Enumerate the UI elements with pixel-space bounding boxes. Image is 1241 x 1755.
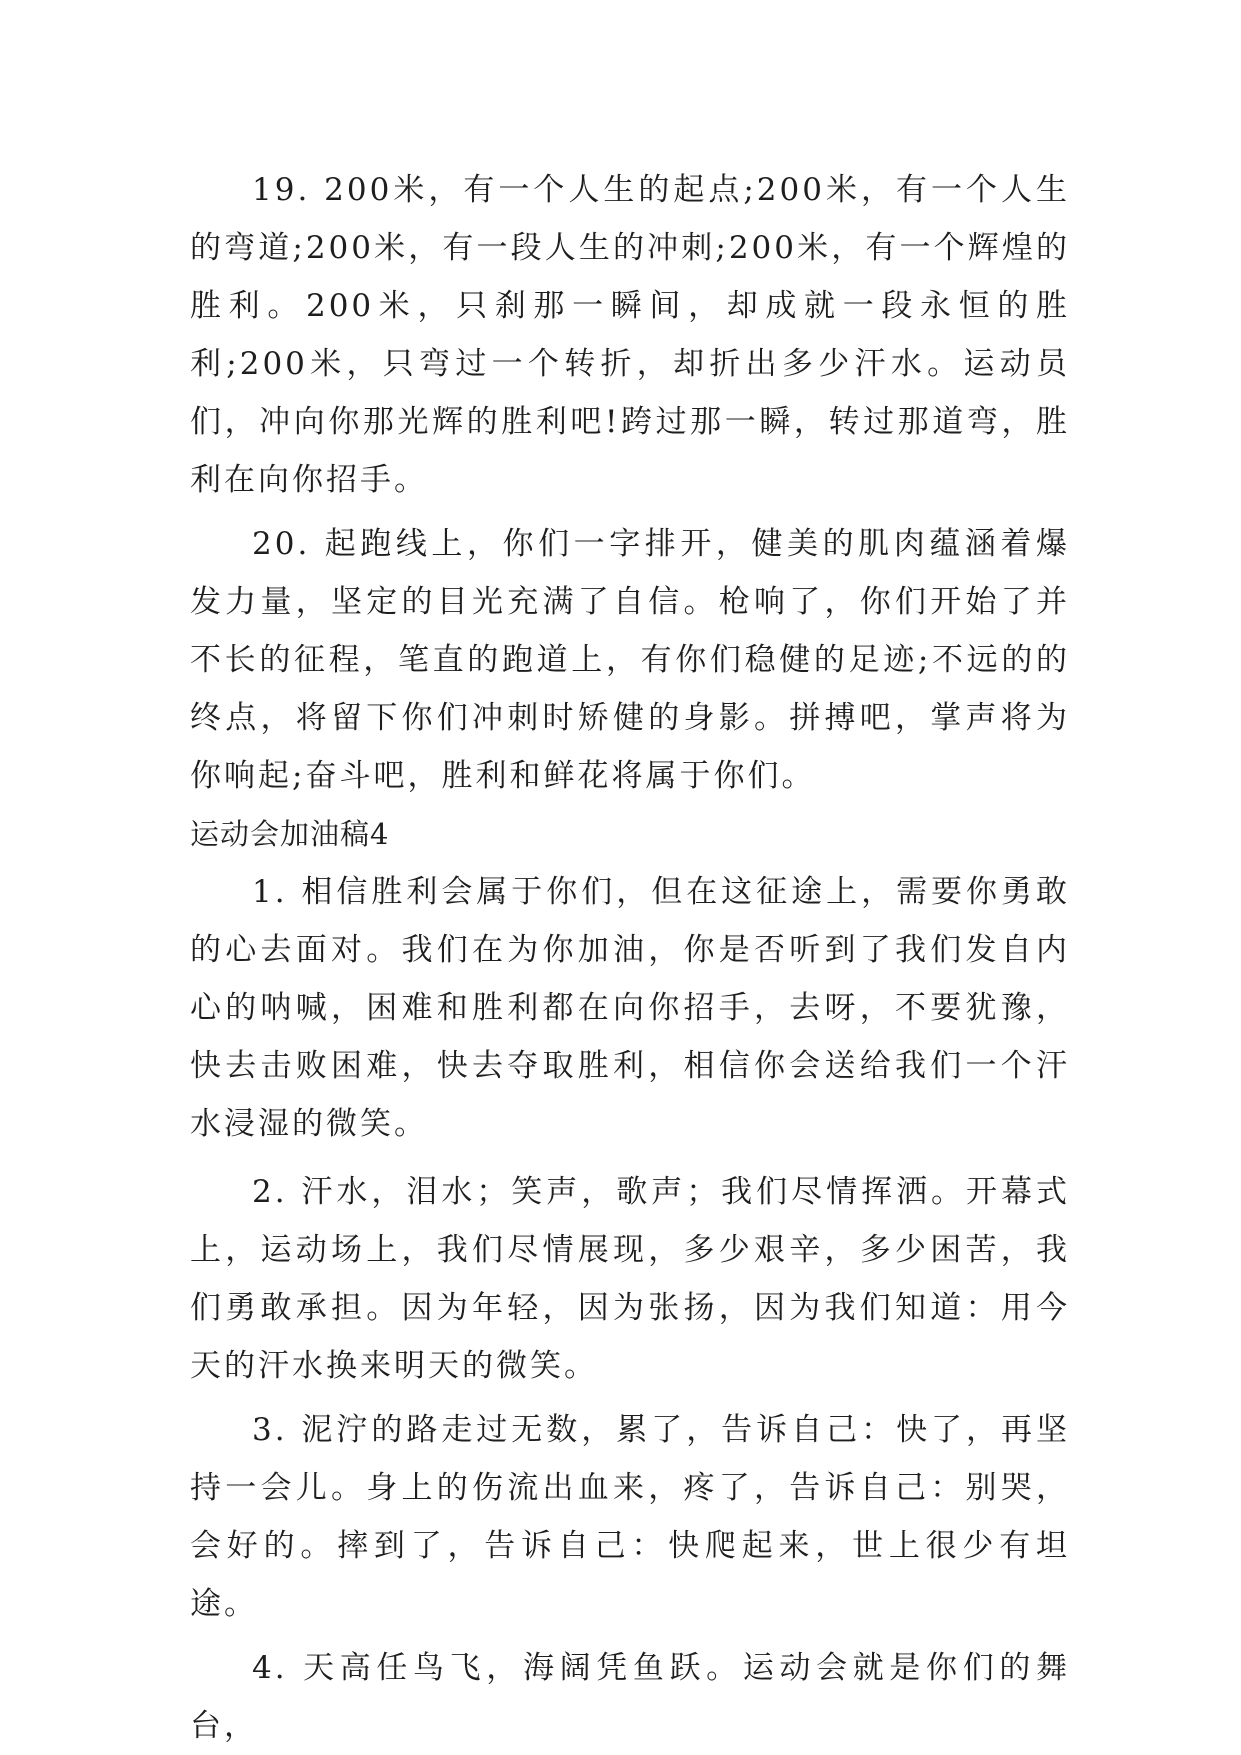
paragraph-1: 1. 相信胜利会属于你们，但在这征途上，需要你勇敢的心去面对。我们在为你加油，你是否听到了我们发自内心的呐喊，困难和胜利都在向你招手，去呀，不要犹豫，快去击败困难，快去夺取胜利，相信你会送给我们一个汗水浸湿的微笑。 [190, 874, 1070, 1142]
paragraph-2: 2. 汗水，泪水；笑声，歌声；我们尽情挥洒。开幕式上，运动场上，我们尽情展现，多少艰辛，多少困苦，我们勇敢承担。因为年轻，因为张扬，因为我们知道：用今天的汗水换来明天的微笑。 [190, 1174, 1070, 1384]
section-heading: 运动会加油稿4 [190, 817, 390, 851]
paragraph-3: 3. 泥泞的路走过无数，累了，告诉自己：快了，再坚持一会儿。身上的伤流出血来，疼了，告诉自己：别哭，会好的。摔到了，告诉自己：快爬起来，世上很少有坦途。 [190, 1412, 1070, 1622]
document-body [190, 161, 1070, 1755]
paragraph-20: 20. 起跑线上，你们一字排开，健美的肌肉蕴涵着爆发力量，坚定的目光充满了自信。枪响了，你们开始了并不长的征程，笔直的跑道上，有你们稳健的足迹;不远的的终点，将留下你们冲刺时矫健的身影。拼搏吧，掌声将为你响起;奋斗吧，胜利和鲜花将属于你们。 [190, 526, 1070, 794]
paragraph-19: 19. 200米，有一个人生的起点;200米，有一个人生的弯道;200米，有一段人生的冲刺;200米，有一个辉煌的胜利。200米，只刹那一瞬间，却成就一段永恒的胜利;200米，只弯过一个转折，却折出多少汗水。运动员们，冲向你那光辉的胜利吧!跨过那一瞬，转过那道弯，胜利在向你招手。 [190, 172, 1070, 498]
paragraph-4: 4. 天高任鸟飞，海阔凭鱼跃。运动会就是你们的舞台， [190, 1650, 1070, 1744]
